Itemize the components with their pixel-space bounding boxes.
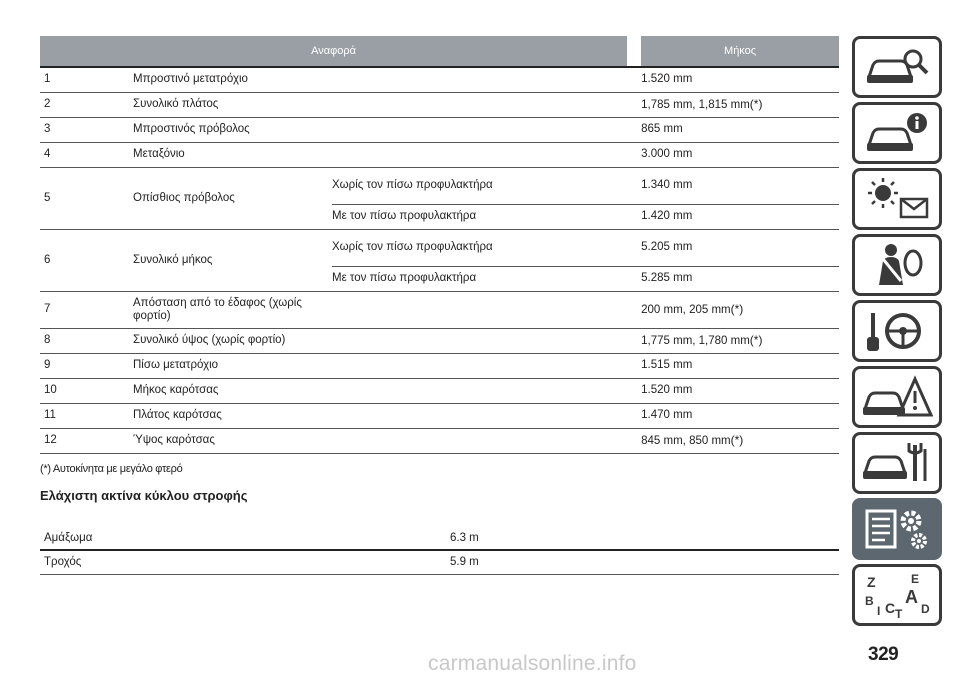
tab-alphabet-index[interactable] <box>852 564 942 626</box>
index-letter: C <box>885 600 896 616</box>
turning-radius-table <box>40 526 839 575</box>
alphabet-index-icon <box>861 571 933 619</box>
tab-car-tools[interactable] <box>852 432 942 494</box>
row-number: 12 <box>40 428 133 453</box>
tab-dashboard-lights[interactable] <box>852 168 942 230</box>
index-letter: T <box>895 607 903 619</box>
page-number: 329 <box>868 644 899 665</box>
table-row <box>40 92 839 117</box>
row-name: Απόσταση από το έδαφος (χωρίς φορτίο) <box>133 291 332 328</box>
row-number: 2 <box>40 92 133 117</box>
row-number: 7 <box>40 291 133 328</box>
row-name: Πλάτος καρότσας <box>133 403 641 428</box>
row-number: 5 <box>40 167 133 229</box>
row-name: Μήκος καρότσας <box>133 378 641 403</box>
row-name: Μπροστινός πρόβολος <box>133 117 641 142</box>
footnote-mark: (*) <box>749 96 763 111</box>
row-name: Συνολικό πλάτος <box>133 92 641 117</box>
table-row <box>40 67 839 92</box>
row-subtype: Με τον πίσω προφυλακτήρα <box>332 266 641 291</box>
footnote: (*) Αυτοκίνητα με μεγάλο φτερό <box>40 463 183 475</box>
index-letter: A <box>905 587 918 607</box>
specs-gears-icon <box>861 505 933 553</box>
footnote-mark: (*) <box>749 332 763 347</box>
row-value: 5.205 mm <box>641 229 839 266</box>
row-value: 1.340 mm <box>641 167 839 204</box>
table-row <box>40 403 839 428</box>
table-row <box>40 353 839 378</box>
row-value: 1,775 mm, 1,780 mm <box>641 334 750 347</box>
table-row <box>40 229 839 266</box>
tab-specs-gears[interactable] <box>852 498 942 560</box>
car-tools-icon <box>861 439 933 487</box>
row-subtype: Χωρίς τον πίσω προφυλακτήρα <box>332 167 641 204</box>
footnote-mark: (*) <box>730 432 744 447</box>
row-value-cell <box>641 291 839 328</box>
row-value: 845 mm, 850 mm <box>641 434 731 447</box>
table-row <box>40 167 839 204</box>
car-search-icon <box>861 43 933 91</box>
row-number: 11 <box>40 403 133 428</box>
row-number: 4 <box>40 142 133 167</box>
row-blank <box>332 291 641 328</box>
tab-steering-key[interactable] <box>852 300 942 362</box>
section-title: Ελάχιστη ακτίνα κύκλου στροφής <box>40 488 248 503</box>
turning-value: 5.9 m <box>450 550 839 574</box>
row-name: Οπίσθιος πρόβολος <box>133 167 332 229</box>
row-value: 1.470 mm <box>641 403 839 428</box>
dimensions-table <box>40 36 839 454</box>
turning-label: Τροχός <box>40 550 450 574</box>
index-letter: D <box>921 602 930 616</box>
row-value: 1.515 mm <box>641 353 839 378</box>
row-subtype: Χωρίς τον πίσω προφυλακτήρα <box>332 229 641 266</box>
dashboard-lights-icon <box>861 175 933 223</box>
row-name: Πίσω μετατρόχιο <box>133 353 641 378</box>
row-value: 1.520 mm <box>641 67 839 92</box>
row-value-cell <box>641 92 839 117</box>
row-name: Μπροστινό μετατρόχιο <box>133 67 641 92</box>
row-value: 200 mm, 205 mm <box>641 303 731 316</box>
row-number: 3 <box>40 117 133 142</box>
car-info-icon <box>861 109 933 157</box>
table-row <box>40 117 839 142</box>
tab-seatbelt-airbag[interactable] <box>852 234 942 296</box>
row-value: 3.000 mm <box>641 142 839 167</box>
index-letter: I <box>877 604 881 618</box>
watermark: carmanualsonline.info <box>428 652 637 675</box>
row-value: 1.420 mm <box>641 204 839 229</box>
steering-key-icon <box>861 307 933 355</box>
table-row <box>40 291 839 328</box>
row-value: 1,785 mm, 1,815 mm <box>641 98 750 111</box>
table-row <box>40 428 839 453</box>
row-value: 1.520 mm <box>641 378 839 403</box>
row-value: 865 mm <box>641 117 839 142</box>
row-number: 10 <box>40 378 133 403</box>
row-number: 8 <box>40 328 133 353</box>
footnote-mark: (*) <box>730 301 744 316</box>
turning-label: Αμάξωμα <box>40 526 450 550</box>
header-reference: Αναφορά <box>40 36 627 67</box>
table-row <box>40 550 839 574</box>
row-name: Συνολικό μήκος <box>133 229 332 291</box>
row-name: Συνολικό ύψος (χωρίς φορτίο) <box>133 328 641 353</box>
car-warning-icon <box>861 373 933 421</box>
chapter-sidebar <box>852 36 942 630</box>
row-number: 9 <box>40 353 133 378</box>
row-number: 1 <box>40 67 133 92</box>
table-row <box>40 378 839 403</box>
index-letter: E <box>911 572 920 586</box>
row-name: Ύψος καρότσας <box>133 428 641 453</box>
tab-car-warning[interactable] <box>852 366 942 428</box>
row-value-cell <box>641 328 839 353</box>
tab-car-search[interactable] <box>852 36 942 98</box>
header-gap <box>627 36 641 67</box>
table-row <box>40 526 839 550</box>
header-length: Μήκος <box>641 36 839 67</box>
tab-car-info[interactable] <box>852 102 942 164</box>
table-row <box>40 142 839 167</box>
seatbelt-airbag-icon <box>861 241 933 289</box>
index-letter: Z <box>867 574 876 590</box>
turning-value: 6.3 m <box>450 526 839 550</box>
row-value-cell <box>641 428 839 453</box>
row-number: 6 <box>40 229 133 291</box>
index-letter: B <box>865 594 874 608</box>
table-row <box>40 328 839 353</box>
row-name: Μεταξόνιο <box>133 142 641 167</box>
row-value: 5.285 mm <box>641 266 839 291</box>
row-subtype: Με τον πίσω προφυλακτήρα <box>332 204 641 229</box>
